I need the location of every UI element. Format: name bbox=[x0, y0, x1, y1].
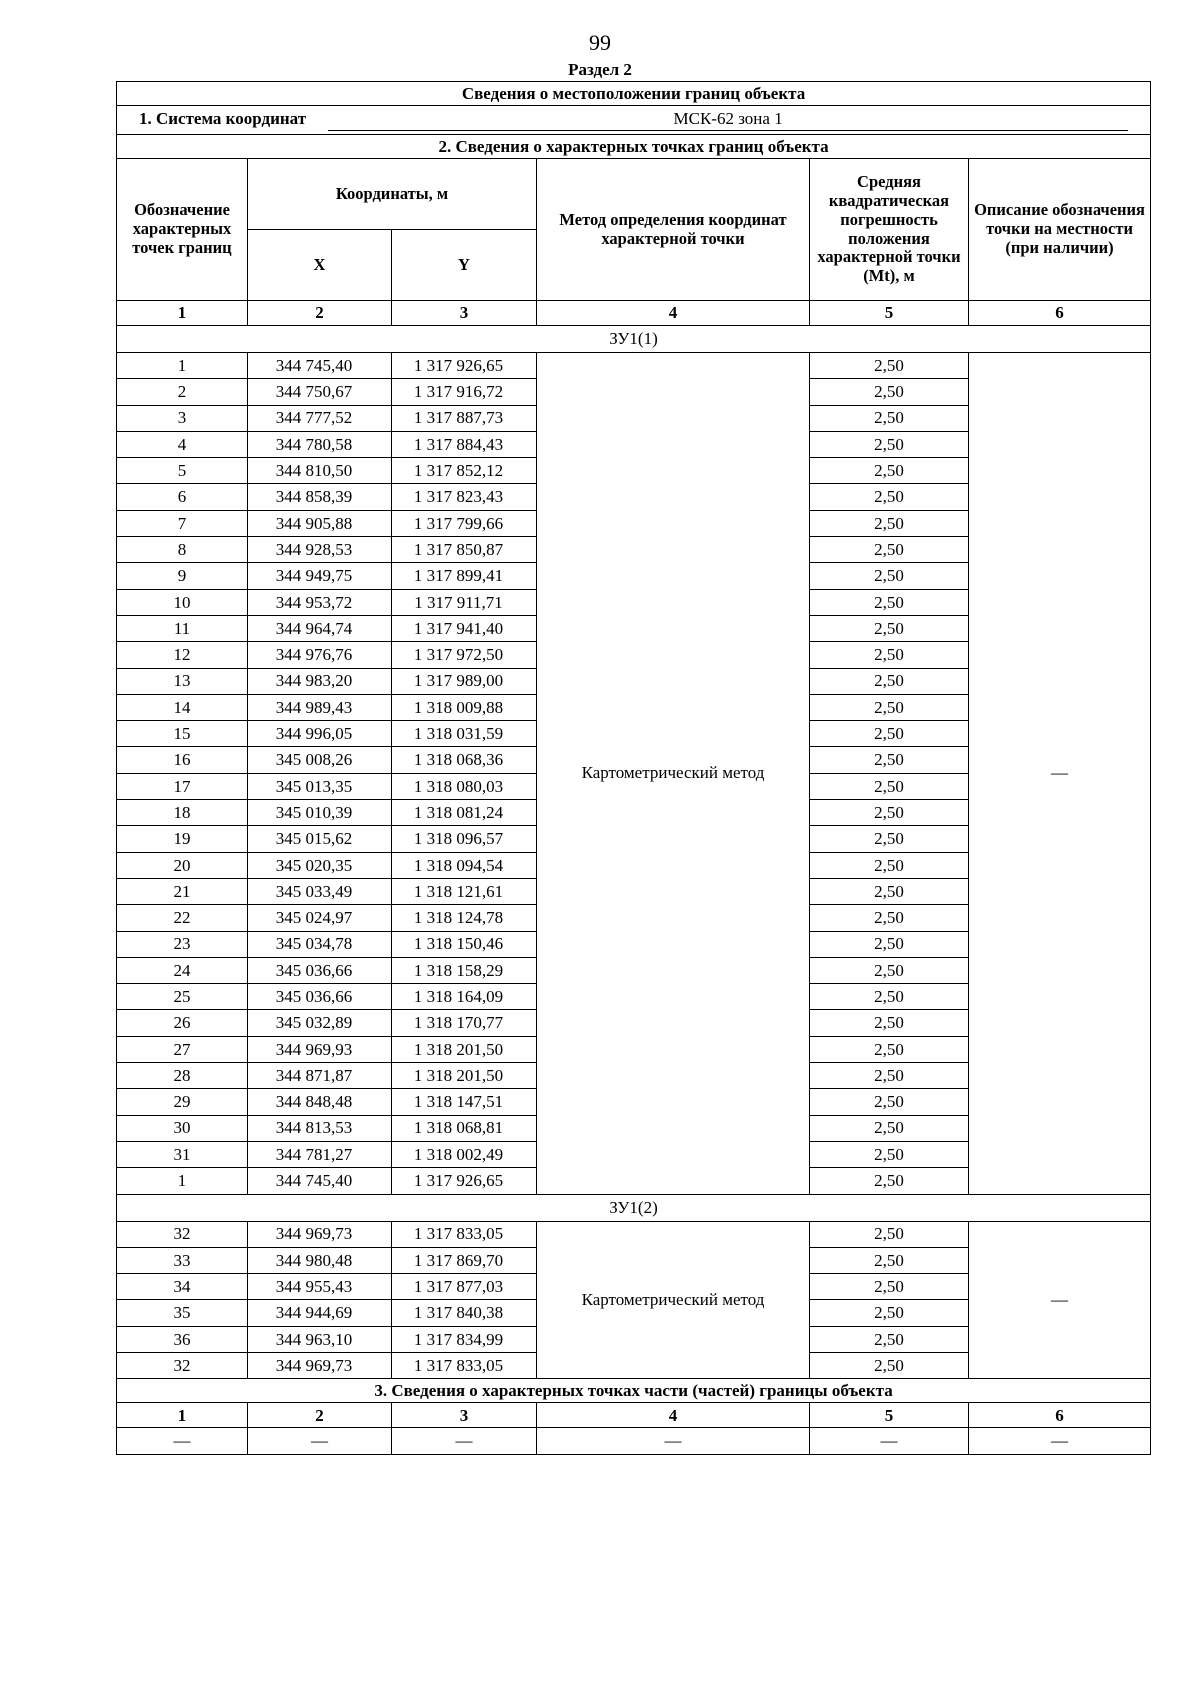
coordinate-y: 1 317 884,43 bbox=[392, 431, 537, 457]
coordinate-y: 1 318 147,51 bbox=[392, 1089, 537, 1115]
coordinate-x: 345 034,78 bbox=[248, 931, 392, 957]
mt-value: 2,50 bbox=[810, 694, 969, 720]
page-number: 99 bbox=[589, 30, 611, 55]
mt-value: 2,50 bbox=[810, 1247, 969, 1273]
part-points-empty-row bbox=[117, 1428, 1151, 1454]
column-number: 5 bbox=[810, 301, 969, 326]
header-method: Метод определения координат характерной точки bbox=[537, 159, 810, 301]
point-number: 29 bbox=[117, 1089, 248, 1115]
coordinate-x: 344 777,52 bbox=[248, 405, 392, 431]
mt-value: 2,50 bbox=[810, 931, 969, 957]
mt-value: 2,50 bbox=[810, 353, 969, 379]
point-number: 10 bbox=[117, 589, 248, 615]
coordinate-y: 1 318 094,54 bbox=[392, 852, 537, 878]
coordinate-y: 1 317 852,12 bbox=[392, 458, 537, 484]
point-number: 32 bbox=[117, 1221, 248, 1247]
group-name: ЗУ1(2) bbox=[117, 1194, 1151, 1221]
coordinate-x: 344 813,53 bbox=[248, 1115, 392, 1141]
point-number: 9 bbox=[117, 563, 248, 589]
column-number: 4 bbox=[537, 301, 810, 326]
coordinate-y: 1 317 887,73 bbox=[392, 405, 537, 431]
mt-value: 2,50 bbox=[810, 1036, 969, 1062]
mt-value: 2,50 bbox=[810, 668, 969, 694]
point-number: 15 bbox=[117, 721, 248, 747]
points-section-title: 2. Сведения о характерных точках границ объекта bbox=[117, 135, 1151, 159]
column-number: 1 bbox=[117, 1403, 248, 1428]
point-number: 21 bbox=[117, 878, 248, 904]
mt-value: 2,50 bbox=[810, 510, 969, 536]
mt-value: 2,50 bbox=[810, 1089, 969, 1115]
coordinate-y: 1 318 201,50 bbox=[392, 1036, 537, 1062]
coordinate-x: 344 949,75 bbox=[248, 563, 392, 589]
point-number: 23 bbox=[117, 931, 248, 957]
empty-cell: — bbox=[537, 1428, 810, 1454]
header-coordinates: Координаты, м bbox=[248, 159, 537, 230]
coordinate-system-value: МСК-62 зона 1 bbox=[328, 109, 1128, 131]
coordinate-y: 1 317 916,72 bbox=[392, 379, 537, 405]
empty-cell: — bbox=[392, 1428, 537, 1454]
mt-value: 2,50 bbox=[810, 852, 969, 878]
column-number: 3 bbox=[392, 1403, 537, 1428]
mt-value: 2,50 bbox=[810, 1010, 969, 1036]
point-number: 14 bbox=[117, 694, 248, 720]
header-y: Y bbox=[392, 230, 537, 301]
empty-cell: — bbox=[117, 1428, 248, 1454]
mt-value: 2,50 bbox=[810, 721, 969, 747]
coordinate-x: 344 989,43 bbox=[248, 694, 392, 720]
coordinate-x: 344 750,67 bbox=[248, 379, 392, 405]
coordinate-x: 344 964,74 bbox=[248, 615, 392, 641]
column-number: 2 bbox=[248, 301, 392, 326]
mt-value: 2,50 bbox=[810, 1141, 969, 1167]
coordinate-y: 1 318 124,78 bbox=[392, 905, 537, 931]
mt-value: 2,50 bbox=[810, 642, 969, 668]
mt-value: 2,50 bbox=[810, 905, 969, 931]
coordinate-x: 344 781,27 bbox=[248, 1141, 392, 1167]
mt-value: 2,50 bbox=[810, 747, 969, 773]
coordinate-y: 1 318 164,09 bbox=[392, 984, 537, 1010]
boundary-table bbox=[116, 81, 1151, 1455]
mt-value: 2,50 bbox=[810, 984, 969, 1010]
point-number: 28 bbox=[117, 1063, 248, 1089]
coordinate-y: 1 317 989,00 bbox=[392, 668, 537, 694]
coordinate-x: 344 848,48 bbox=[248, 1089, 392, 1115]
coordinate-x: 344 969,93 bbox=[248, 1036, 392, 1062]
coordinate-x: 345 033,49 bbox=[248, 878, 392, 904]
coordinate-y: 1 317 926,65 bbox=[392, 1168, 537, 1194]
point-number: 32 bbox=[117, 1352, 248, 1378]
point-number: 13 bbox=[117, 668, 248, 694]
coordinate-y: 1 317 899,41 bbox=[392, 563, 537, 589]
coordinate-x: 344 780,58 bbox=[248, 431, 392, 457]
mt-value: 2,50 bbox=[810, 537, 969, 563]
mt-value: 2,50 bbox=[810, 405, 969, 431]
table-row bbox=[117, 1221, 1151, 1247]
coordinate-x: 345 010,39 bbox=[248, 800, 392, 826]
method-cell: Картометрический метод bbox=[537, 1221, 810, 1379]
column-number: 4 bbox=[537, 1403, 810, 1428]
section-title: Раздел 2 bbox=[568, 60, 632, 79]
coordinate-y: 1 318 009,88 bbox=[392, 694, 537, 720]
coordinate-y: 1 317 833,05 bbox=[392, 1352, 537, 1378]
point-number: 25 bbox=[117, 984, 248, 1010]
coordinate-y: 1 318 201,50 bbox=[392, 1063, 537, 1089]
mt-value: 2,50 bbox=[810, 1115, 969, 1141]
coordinate-y: 1 318 068,81 bbox=[392, 1115, 537, 1141]
mt-value: 2,50 bbox=[810, 1300, 969, 1326]
point-number: 31 bbox=[117, 1141, 248, 1167]
mt-value: 2,50 bbox=[810, 1326, 969, 1352]
column-number: 1 bbox=[117, 301, 248, 326]
point-number: 4 bbox=[117, 431, 248, 457]
point-number: 22 bbox=[117, 905, 248, 931]
header-x: X bbox=[248, 230, 392, 301]
column-number: 5 bbox=[810, 1403, 969, 1428]
coordinate-y: 1 317 834,99 bbox=[392, 1326, 537, 1352]
mt-value: 2,50 bbox=[810, 800, 969, 826]
coordinate-x: 345 036,66 bbox=[248, 957, 392, 983]
point-number: 3 bbox=[117, 405, 248, 431]
coordinate-x: 344 745,40 bbox=[248, 1168, 392, 1194]
mt-value: 2,50 bbox=[810, 1063, 969, 1089]
coordinate-x: 344 963,10 bbox=[248, 1326, 392, 1352]
coordinate-x: 344 983,20 bbox=[248, 668, 392, 694]
column-number: 6 bbox=[969, 1403, 1151, 1428]
point-number: 36 bbox=[117, 1326, 248, 1352]
header-description: Описание обозначения точки на местности (при наличии) bbox=[969, 159, 1151, 301]
column-number: 2 bbox=[248, 1403, 392, 1428]
method-cell: Картометрический метод bbox=[537, 353, 810, 1195]
coordinate-x: 345 013,35 bbox=[248, 773, 392, 799]
mt-value: 2,50 bbox=[810, 379, 969, 405]
point-number: 17 bbox=[117, 773, 248, 799]
empty-cell: — bbox=[248, 1428, 392, 1454]
mt-value: 2,50 bbox=[810, 589, 969, 615]
point-number: 19 bbox=[117, 826, 248, 852]
header-mt: Средняя квадратическая погрешность положения характерной точки (Mt), м bbox=[810, 159, 969, 301]
group-name: ЗУ1(1) bbox=[117, 326, 1151, 353]
coordinate-y: 1 318 081,24 bbox=[392, 800, 537, 826]
empty-cell: — bbox=[810, 1428, 969, 1454]
point-number: 26 bbox=[117, 1010, 248, 1036]
mt-value: 2,50 bbox=[810, 957, 969, 983]
column-header-row bbox=[117, 159, 1151, 230]
point-number: 1 bbox=[117, 1168, 248, 1194]
description-cell: — bbox=[969, 353, 1151, 1195]
description-cell: — bbox=[969, 1221, 1151, 1379]
coordinate-y: 1 318 158,29 bbox=[392, 957, 537, 983]
point-number: 24 bbox=[117, 957, 248, 983]
group-header-row bbox=[117, 1194, 1151, 1221]
coordinate-y: 1 317 850,87 bbox=[392, 537, 537, 563]
header-designation: Обозначение характерных точек границ bbox=[117, 159, 248, 301]
coordinate-x: 344 810,50 bbox=[248, 458, 392, 484]
point-number: 16 bbox=[117, 747, 248, 773]
coordinate-x: 345 015,62 bbox=[248, 826, 392, 852]
coordinate-system-row bbox=[117, 106, 1151, 135]
coordinate-y: 1 317 877,03 bbox=[392, 1274, 537, 1300]
coordinate-x: 344 980,48 bbox=[248, 1247, 392, 1273]
column-number: 6 bbox=[969, 301, 1151, 326]
coordinate-x: 344 969,73 bbox=[248, 1352, 392, 1378]
coordinate-y: 1 317 926,65 bbox=[392, 353, 537, 379]
mt-value: 2,50 bbox=[810, 431, 969, 457]
coordinate-x: 344 905,88 bbox=[248, 510, 392, 536]
point-number: 6 bbox=[117, 484, 248, 510]
coordinate-y: 1 318 150,46 bbox=[392, 931, 537, 957]
coordinate-x: 344 745,40 bbox=[248, 353, 392, 379]
coordinate-y: 1 318 068,36 bbox=[392, 747, 537, 773]
mt-value: 2,50 bbox=[810, 1221, 969, 1247]
coordinate-x: 344 953,72 bbox=[248, 589, 392, 615]
coordinate-x: 345 036,66 bbox=[248, 984, 392, 1010]
group-header-row bbox=[117, 326, 1151, 353]
coordinate-y: 1 317 869,70 bbox=[392, 1247, 537, 1273]
point-number: 34 bbox=[117, 1274, 248, 1300]
table-row bbox=[117, 353, 1151, 379]
part-points-section-title: 3. Сведения о характерных точках части (частей) границы объекта bbox=[117, 1379, 1151, 1403]
coordinate-y: 1 317 840,38 bbox=[392, 1300, 537, 1326]
point-number: 1 bbox=[117, 353, 248, 379]
coordinate-system-label: 1. Система координат bbox=[138, 109, 307, 129]
mt-value: 2,50 bbox=[810, 1274, 969, 1300]
point-number: 11 bbox=[117, 615, 248, 641]
coordinate-y: 1 318 170,77 bbox=[392, 1010, 537, 1036]
coordinate-y: 1 317 833,05 bbox=[392, 1221, 537, 1247]
mt-value: 2,50 bbox=[810, 484, 969, 510]
mt-value: 2,50 bbox=[810, 773, 969, 799]
coordinate-y: 1 318 031,59 bbox=[392, 721, 537, 747]
coordinate-y: 1 317 941,40 bbox=[392, 615, 537, 641]
coordinate-y: 1 317 972,50 bbox=[392, 642, 537, 668]
points-section-title-row bbox=[117, 135, 1151, 159]
point-number: 35 bbox=[117, 1300, 248, 1326]
mt-value: 2,50 bbox=[810, 615, 969, 641]
object-location-title: Сведения о местоположении границ объекта bbox=[117, 82, 1151, 106]
coordinate-y: 1 318 121,61 bbox=[392, 878, 537, 904]
coordinate-x: 344 871,87 bbox=[248, 1063, 392, 1089]
mt-value: 2,50 bbox=[810, 563, 969, 589]
coordinate-x: 344 976,76 bbox=[248, 642, 392, 668]
point-number: 8 bbox=[117, 537, 248, 563]
mt-value: 2,50 bbox=[810, 878, 969, 904]
coordinate-y: 1 317 799,66 bbox=[392, 510, 537, 536]
mt-value: 2,50 bbox=[810, 826, 969, 852]
coordinate-x: 344 955,43 bbox=[248, 1274, 392, 1300]
coordinate-x: 345 024,97 bbox=[248, 905, 392, 931]
point-number: 30 bbox=[117, 1115, 248, 1141]
column-number: 3 bbox=[392, 301, 537, 326]
empty-cell: — bbox=[969, 1428, 1151, 1454]
point-number: 12 bbox=[117, 642, 248, 668]
mt-value: 2,50 bbox=[810, 1168, 969, 1194]
coordinate-y: 1 318 002,49 bbox=[392, 1141, 537, 1167]
coordinate-x: 344 969,73 bbox=[248, 1221, 392, 1247]
point-number: 5 bbox=[117, 458, 248, 484]
mt-value: 2,50 bbox=[810, 458, 969, 484]
column-number-row bbox=[117, 301, 1151, 326]
point-number: 2 bbox=[117, 379, 248, 405]
part-column-number-row bbox=[117, 1403, 1151, 1428]
coordinate-x: 345 032,89 bbox=[248, 1010, 392, 1036]
coordinate-x: 344 996,05 bbox=[248, 721, 392, 747]
coordinate-x: 344 858,39 bbox=[248, 484, 392, 510]
coordinate-y: 1 317 911,71 bbox=[392, 589, 537, 615]
coordinate-y: 1 318 096,57 bbox=[392, 826, 537, 852]
coordinate-x: 344 944,69 bbox=[248, 1300, 392, 1326]
coordinate-x: 345 020,35 bbox=[248, 852, 392, 878]
point-number: 33 bbox=[117, 1247, 248, 1273]
coordinate-x: 344 928,53 bbox=[248, 537, 392, 563]
coordinate-y: 1 317 823,43 bbox=[392, 484, 537, 510]
coordinate-x: 345 008,26 bbox=[248, 747, 392, 773]
coordinate-y: 1 318 080,03 bbox=[392, 773, 537, 799]
point-number: 7 bbox=[117, 510, 248, 536]
object-location-title-row bbox=[117, 82, 1151, 106]
point-number: 20 bbox=[117, 852, 248, 878]
part-points-section-title-row bbox=[117, 1379, 1151, 1403]
point-number: 18 bbox=[117, 800, 248, 826]
point-number: 27 bbox=[117, 1036, 248, 1062]
mt-value: 2,50 bbox=[810, 1352, 969, 1378]
